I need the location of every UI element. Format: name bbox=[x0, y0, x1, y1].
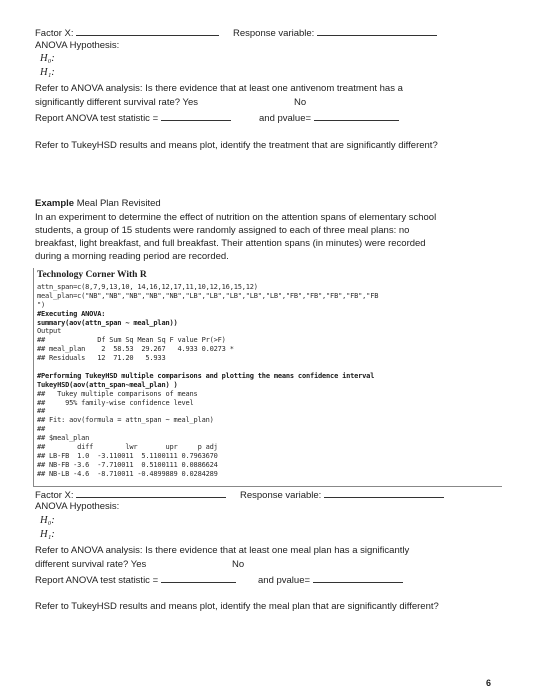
anova-question-1a: Refer to ANOVA analysis: Is there evidence that at least one antivenom treatment has a bbox=[35, 83, 403, 94]
h1-label-2: H₁: bbox=[40, 529, 55, 540]
report-statistic-1 bbox=[35, 111, 231, 124]
code-line: ## diff lwr upr p adj bbox=[37, 443, 218, 452]
page-number: 6 bbox=[486, 678, 492, 688]
factor-label-2 bbox=[35, 488, 226, 501]
code-line: ") bbox=[37, 300, 46, 309]
code-line: TukeyHSD(aov(attn_span~meal_plan) ) bbox=[37, 380, 178, 389]
factor-label-text: Factor X: bbox=[35, 28, 74, 39]
code-line: Output bbox=[37, 327, 62, 336]
code-line: ## bbox=[37, 425, 46, 434]
response-blank[interactable] bbox=[317, 26, 437, 36]
anova-hypotheses-label-2: ANOVA Hypothesis: bbox=[35, 501, 120, 512]
tukey-prompt-1: Refer to TukeyHSD results and means plot, identify the treatment that are significantly different? bbox=[35, 140, 438, 151]
code-line: ## Fit: aov(formula = attn_span ~ meal_plan) bbox=[37, 416, 214, 425]
anova-question-2b: different survival rate? Yes bbox=[35, 559, 147, 570]
code-line: summary(aov(attn_span ~ meal_plan)) bbox=[37, 318, 178, 327]
anova-question-1b: significantly different survival rate? Yes bbox=[35, 97, 198, 108]
tech-corner-title: Technology Corner With R bbox=[37, 270, 147, 280]
no-option-2[interactable]: No bbox=[232, 559, 245, 570]
code-line bbox=[37, 363, 499, 372]
example-heading-bold: Example bbox=[35, 198, 75, 209]
example-text-line2: students, a group of 15 students were randomly assigned to each of three meal plans: no bbox=[35, 225, 410, 236]
h1-label-1: H₁: bbox=[40, 67, 55, 78]
report-label-text: Report ANOVA test statistic = bbox=[35, 113, 159, 124]
example-text-line3: breakfast, light breakfast, and full breakfast. Their attention spans (in minutes) were recorded bbox=[35, 238, 426, 249]
anova-hypotheses-label-1: ANOVA Hypothesis: bbox=[35, 40, 120, 51]
pvalue-blank[interactable] bbox=[313, 573, 403, 583]
code-line: ## LB-FB 1.0 -3.110011 5.1100111 0.7963670 bbox=[37, 451, 218, 460]
code-line: ## NB-LB -4.6 -8.710011 -0.4899889 0.0284289 bbox=[37, 469, 218, 478]
response-label-1 bbox=[233, 26, 437, 39]
tukey-prompt-2: Refer to TukeyHSD results and means plot, identify the meal plan that are significantly different? bbox=[35, 601, 439, 612]
code-line: ## Residuals 12 71.20 5.933 bbox=[37, 354, 166, 363]
report-label-text: Report ANOVA test statistic = bbox=[35, 575, 159, 586]
report-statistic-2 bbox=[35, 573, 236, 586]
example-heading bbox=[35, 198, 161, 209]
response-label-2 bbox=[240, 488, 444, 501]
statistic-blank[interactable] bbox=[161, 573, 236, 583]
pvalue-label-text: and pvalue= bbox=[259, 113, 312, 124]
factor-label-1 bbox=[35, 26, 219, 39]
code-line: meal_plan=c("NB","NB","NB","NB","NB","LB","LB","LB","LB","LB","FB","FB","FB","FB","FB bbox=[37, 291, 379, 300]
factor-blank[interactable] bbox=[76, 488, 226, 498]
response-blank[interactable] bbox=[324, 488, 444, 498]
code-line: ## meal_plan 2 58.53 29.267 4.933 0.0273 * bbox=[37, 345, 234, 354]
code-line: ## 95% family-wise confidence level bbox=[37, 398, 194, 407]
code-line: ## $meal_plan bbox=[37, 434, 90, 443]
factor-label-text: Factor X: bbox=[35, 490, 74, 501]
example-text-line4: during a morning reading period are recorded. bbox=[35, 251, 229, 262]
code-block bbox=[37, 283, 499, 479]
code-line: ## bbox=[37, 407, 46, 416]
response-label-text: Response variable: bbox=[240, 490, 322, 501]
code-line: #Executing ANOVA: bbox=[37, 309, 106, 318]
factor-blank[interactable] bbox=[76, 26, 219, 36]
statistic-blank[interactable] bbox=[161, 111, 231, 121]
no-option-1[interactable]: No bbox=[294, 97, 307, 108]
h0-label-2: H₀: bbox=[40, 515, 55, 526]
example-heading-rest: Meal Plan Revisited bbox=[74, 198, 161, 209]
code-line: ## NB-FB -3.6 -7.710011 0.5100111 0.0886624 bbox=[37, 460, 218, 469]
response-label-text: Response variable: bbox=[233, 28, 315, 39]
code-line: ## Df Sum Sq Mean Sq F value Pr(>F) bbox=[37, 336, 226, 345]
example-text-line1: In an experiment to determine the effect of nutrition on the attention spans of elementary school bbox=[35, 212, 437, 223]
code-line: attn_span=c(8,7,9,13,10, 14,16,12,17,11,10,12,16,15,12) bbox=[37, 283, 258, 291]
pvalue-label-text: and pvalue= bbox=[258, 575, 311, 586]
h0-label-1: H₀: bbox=[40, 53, 55, 64]
code-line: ## Tukey multiple comparisons of means bbox=[37, 389, 198, 398]
anova-question-2a: Refer to ANOVA analysis: Is there evidence that at least one meal plan has a significantly bbox=[35, 545, 410, 556]
code-line: #Performing TukeyHSD multiple comparisons and plotting the means confidence interval bbox=[37, 371, 375, 380]
pvalue-2 bbox=[258, 573, 403, 586]
pvalue-blank[interactable] bbox=[314, 111, 399, 121]
pvalue-1 bbox=[259, 111, 399, 124]
